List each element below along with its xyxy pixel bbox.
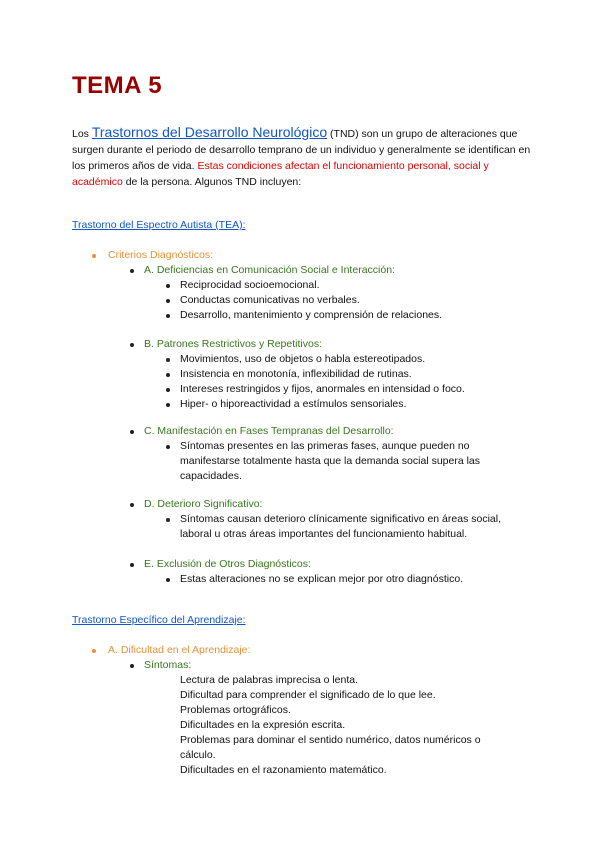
symptom-line: Dificultad para comprender el significado de lo que lee.	[180, 689, 436, 701]
bullet-icon	[130, 664, 134, 668]
bullet-icon	[130, 269, 134, 273]
intro-mid: (TND) son un grupo de alteraciones que surgen durante el periodo de desarrollo temprano de un individuo y generalmente se identifican en los primeros años de vida.	[72, 128, 531, 172]
list-item: Movimientos, uso de objetos o habla estereotipados.	[180, 353, 426, 365]
intro-pre: Los	[72, 128, 92, 140]
group-a-label: A. Deficiencias en Comunicación Social e Interacción:	[144, 264, 395, 276]
list-item: Reciprocidad socioemocional.	[180, 279, 320, 291]
bullet-icon	[92, 649, 96, 653]
symptom-line: Dificultades en el razonamiento matemático.	[180, 764, 387, 776]
list-item: Insistencia en monotonía, inflexibilidad de rutinas.	[180, 368, 412, 380]
group-d-label: D. Deterioro Significativo:	[144, 498, 263, 510]
list-item: Estas alteraciones no se explican mejor por otro diagnóstico.	[180, 573, 464, 585]
intro-red-text: Estas condiciones afectan el funcionamiento personal, social y académico	[72, 160, 489, 188]
symptom-line: Lectura de palabras imprecisa o lenta.	[180, 674, 359, 686]
dificultad-label: A. Dificultad en el Aprendizaje:	[108, 644, 251, 656]
page-title: TEMA 5	[72, 72, 163, 99]
list-item: Desarrollo, mantenimiento y comprensión de relaciones.	[180, 309, 443, 321]
symptom-line: Dificultades en la expresión escrita.	[180, 719, 346, 731]
group-b-label: B. Patrones Restrictivos y Repetitivos:	[144, 338, 322, 350]
bullet-icon	[166, 403, 170, 407]
bullet-icon	[166, 284, 170, 288]
group-e-label: E. Exclusión de Otros Diagnósticos:	[144, 558, 311, 570]
criterios-label: Criterios Diagnósticos:	[108, 249, 214, 261]
bullet-icon	[130, 563, 134, 567]
bullet-icon	[166, 388, 170, 392]
sintomas-label: Síntomas:	[144, 659, 192, 671]
section-link-aprendizaje[interactable]: Trastorno Específico del Aprendizaje:	[72, 614, 246, 626]
bullet-icon	[130, 430, 134, 434]
symptom-line: cálculo.	[180, 749, 216, 761]
section-link-tea[interactable]: Trastorno del Espectro Autista (TEA):	[72, 219, 246, 231]
group-c-label: C. Manifestación en Fases Tempranas del Desarrollo:	[144, 425, 394, 437]
intro-post: de la persona. Algunos TND incluyen:	[122, 176, 302, 188]
bullet-icon	[166, 358, 170, 362]
bullet-icon	[166, 299, 170, 303]
bullet-icon	[166, 314, 170, 318]
symptom-line: Problemas ortográficos.	[180, 704, 291, 716]
list-item: Hiper- o hiporeactividad a estímulos sensoriales.	[180, 398, 407, 410]
bullet-icon	[166, 373, 170, 377]
list-item: Síntomas presentes en las primeras fases, aunque pueden no manifestarse totalmente hasta que la demanda social supera las capacidades.	[180, 440, 481, 482]
list-item: Conductas comunicativas no verbales.	[180, 294, 360, 306]
tnd-link[interactable]: Trastornos del Desarrollo Neurológico	[91, 124, 328, 140]
list-item: Intereses restringidos y fijos, anormales en intensidad o foco.	[180, 383, 465, 395]
bullet-icon	[166, 518, 170, 522]
bullet-icon	[166, 578, 170, 582]
bullet-icon	[166, 445, 170, 449]
bullet-icon	[130, 343, 134, 347]
bullet-icon	[92, 254, 96, 258]
list-item: Síntomas causan deterioro clínicamente significativo en áreas social, laboral u otras áreas importantes del funcionamiento habitual.	[180, 513, 501, 540]
symptom-line: Problemas para dominar el sentido numérico, datos numéricos o	[180, 734, 481, 746]
intro-paragraph	[72, 124, 532, 190]
bullet-icon	[130, 503, 134, 507]
